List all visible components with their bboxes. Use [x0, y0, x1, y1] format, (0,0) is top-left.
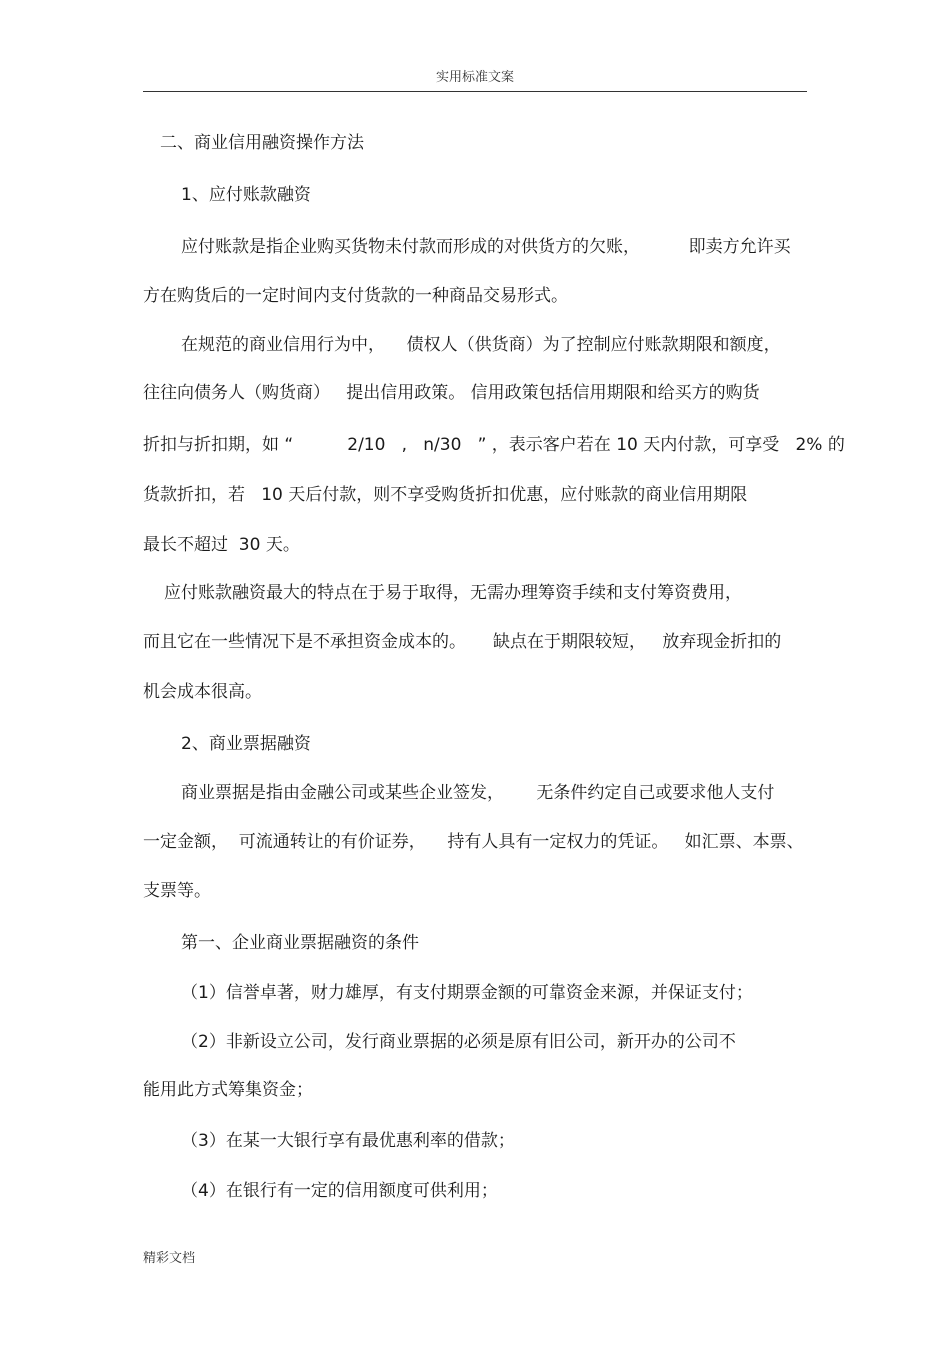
- list-item-continuation: 能用此方式筹集资金；: [143, 1080, 313, 1100]
- subsection-heading: 第一、企业商业票据融资的条件: [181, 933, 419, 953]
- page-footer: 精彩文档: [143, 1251, 196, 1266]
- list-item: （3）在某一大银行享有最优惠利率的借款；: [181, 1131, 515, 1151]
- paragraph-line: 机会成本很高。: [143, 682, 262, 702]
- paragraph-line: 货款折扣，若 10 天后付款，则不享受购货折扣优惠，应付账款的商业信用期限: [143, 485, 748, 505]
- list-item: （4）在银行有一定的信用额度可供利用；: [181, 1181, 498, 1201]
- paragraph-line: 应付账款是指企业购买货物未付款而形成的对供货方的欠账， 即卖方允许买: [181, 237, 791, 257]
- paragraph-line: 方在购货后的一定时间内支付货款的一种商品交易形式。: [143, 286, 568, 306]
- paragraph-line: 在规范的商业信用行为中， 债权人（供货商）为了控制应付账款期限和额度，: [181, 335, 781, 355]
- list-item: （2）非新设立公司，发行商业票据的必须是原有旧公司，新开办的公司不: [181, 1032, 736, 1052]
- paragraph-line: 一定金额， 可流通转让的有价证券， 持有人具有一定权力的凭证。 如汇票、本票、: [143, 832, 804, 852]
- list-item: （1）信誉卓著，财力雄厚，有支付期票金额的可靠资金来源，并保证支付；: [181, 983, 753, 1003]
- page-header: 实用标准文案: [435, 70, 514, 85]
- section-heading: 二、商业信用融资操作方法: [160, 133, 364, 153]
- subsection-heading: 1、应付账款融资: [181, 185, 311, 205]
- paragraph-line: 往往向债务人（购货商） 提出信用政策。 信用政策包括信用期限和给买方的购货: [143, 383, 760, 403]
- subsection-heading: 2、商业票据融资: [181, 734, 311, 754]
- paragraph-line: 折扣与折扣期，如 “ 2/10 , n/30 ” ，表示客户若在 10 天内付款，可享受 2% 的: [143, 435, 845, 455]
- paragraph-line: 商业票据是指由金融公司或某些企业签发， 无条件约定自己或要求他人支付: [181, 783, 775, 803]
- paragraph-line: 应付账款融资最大的特点在于易于取得，无需办理筹资手续和支付筹资费用，: [164, 583, 742, 603]
- paragraph-line: 而且它在一些情况下是不承担资金成本的。 缺点在于期限较短， 放弃现金折扣的: [143, 632, 782, 652]
- paragraph-line: 支票等。: [143, 881, 211, 901]
- header-rule: [143, 91, 807, 92]
- paragraph-line: 最长不超过 30 天。: [143, 535, 300, 555]
